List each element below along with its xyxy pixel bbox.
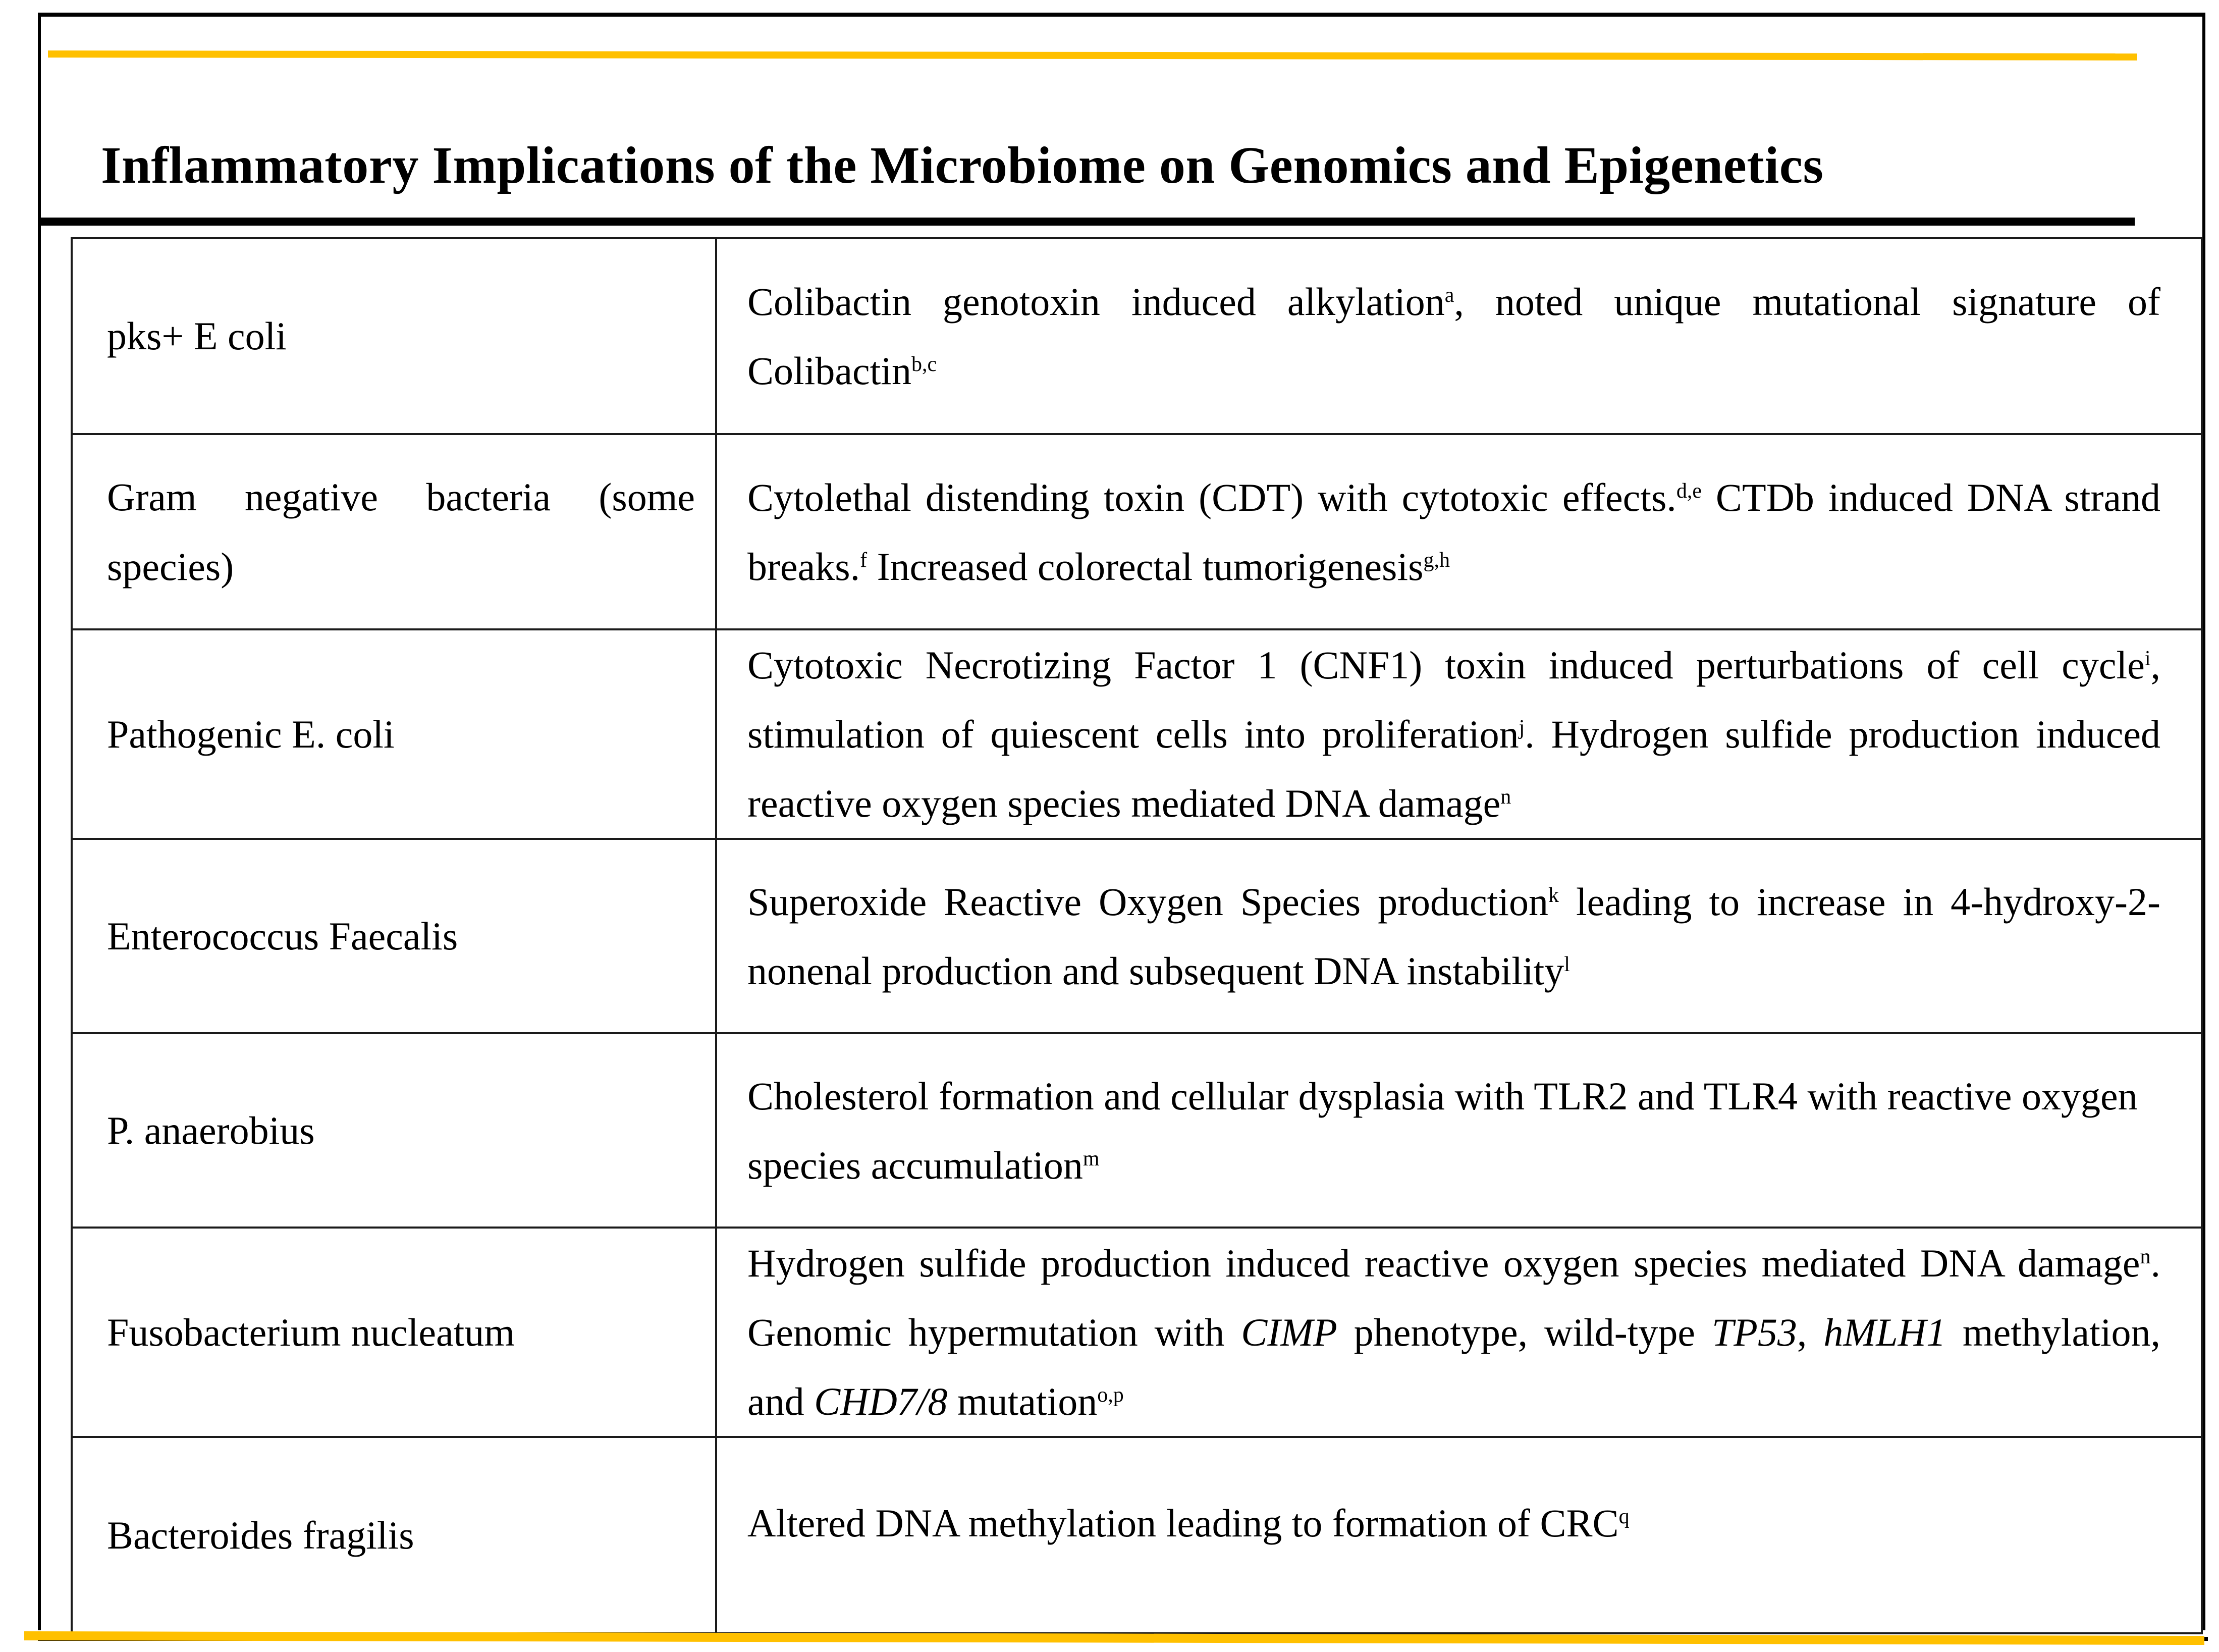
organism-cell: P. anaerobius xyxy=(72,1033,716,1228)
citation-superscript: k xyxy=(1548,883,1559,907)
effect-text: Cytotoxic Necrotizing Factor 1 (CNF1) toxin induced perturbations of cell cycle xyxy=(747,643,2145,687)
effect-text: methylation, and xyxy=(747,1310,2160,1423)
organism-cell: Fusobacterium nucleatum xyxy=(72,1228,716,1437)
effect-text: , noted unique mutational signature of Colibactin xyxy=(747,280,2161,393)
effect-text: , stimulation of quiescent cells into proliferation xyxy=(747,643,2160,756)
gene-name-italic: hMLH1 xyxy=(1823,1310,1946,1354)
effect-text: leading to increase in 4-hydroxy-2-nonenal production and subsequent DNA instability xyxy=(747,879,2160,993)
effect-text: . Genomic hypermutation with xyxy=(747,1241,2160,1354)
microbiome-effects-table xyxy=(71,237,2203,1634)
effect-text: Cholesterol formation and cellular dysplasia with TLR2 and TLR4 with reactive oxygen species accumulation xyxy=(747,1074,2138,1187)
table-row xyxy=(72,1033,2202,1228)
organism-cell: Bacteroides fragilis xyxy=(72,1437,716,1633)
table-row xyxy=(72,839,2202,1033)
gene-name-italic: CHD7/8 xyxy=(814,1379,948,1423)
effect-text: . Hydrogen sulfide production induced reactive oxygen species mediated DNA damage xyxy=(747,712,2160,825)
gene-name-italic: CIMP xyxy=(1241,1310,1337,1354)
effect-cell xyxy=(716,1437,2202,1633)
organism-cell: pks+ E coli xyxy=(72,238,716,434)
effect-text: Altered DNA methylation leading to formation of CRC xyxy=(747,1501,1619,1545)
citation-superscript: i xyxy=(2144,647,2151,670)
citation-superscript: n xyxy=(2140,1245,2151,1268)
effect-cell xyxy=(716,1033,2202,1228)
citation-superscript: a xyxy=(1444,284,1454,307)
citation-superscript: j xyxy=(1519,716,1525,739)
effect-text: Colibactin genotoxin induced alkylation xyxy=(747,280,1445,324)
effect-text: phenotype, wild-type xyxy=(1337,1310,1712,1354)
table-row xyxy=(72,434,2202,629)
citation-superscript: m xyxy=(1083,1147,1100,1170)
citation-superscript: o,p xyxy=(1097,1383,1124,1407)
effect-cell xyxy=(716,1228,2202,1437)
effect-cell xyxy=(716,629,2202,839)
citation-superscript: g,h xyxy=(1423,548,1450,572)
effect-text: Increased colorectal tumorigenesis xyxy=(867,544,1424,589)
citation-superscript: l xyxy=(1564,952,1570,976)
organism-cell: Pathogenic E. coli xyxy=(72,629,716,839)
table-row xyxy=(72,1437,2202,1633)
gene-name-italic: TP53 xyxy=(1711,1310,1797,1354)
title-underline-rule xyxy=(38,218,2135,226)
effect-text: , xyxy=(1797,1310,1824,1354)
organism-cell: Gram negative bacteria (some species) xyxy=(72,434,716,629)
effect-text: CTDb induced DNA strand breaks. xyxy=(747,475,2161,589)
organism-cell: Enterococcus Faecalis xyxy=(72,839,716,1033)
table-row xyxy=(72,1228,2202,1437)
effect-text: Superoxide Reactive Oxygen Species production xyxy=(747,879,1549,924)
citation-superscript: n xyxy=(1500,785,1511,809)
effect-cell xyxy=(716,434,2202,629)
effect-cell xyxy=(716,839,2202,1033)
effect-text: mutation xyxy=(947,1379,1098,1423)
citation-superscript: q xyxy=(1618,1505,1630,1528)
citation-superscript: b,c xyxy=(911,353,937,376)
effect-cell xyxy=(716,238,2202,434)
effect-text: Cytolethal distending toxin (CDT) with cytotoxic effects. xyxy=(747,475,1676,519)
slide-title: Inflammatory Implications of the Microbiome on Genomics and Epigenetics xyxy=(101,136,1824,194)
effect-text: Hydrogen sulfide production induced reactive oxygen species mediated DNA damage xyxy=(747,1241,2140,1285)
table-row xyxy=(72,238,2202,434)
citation-superscript: d,e xyxy=(1676,479,1702,503)
citation-superscript: f xyxy=(860,548,868,572)
table-row xyxy=(72,629,2202,839)
